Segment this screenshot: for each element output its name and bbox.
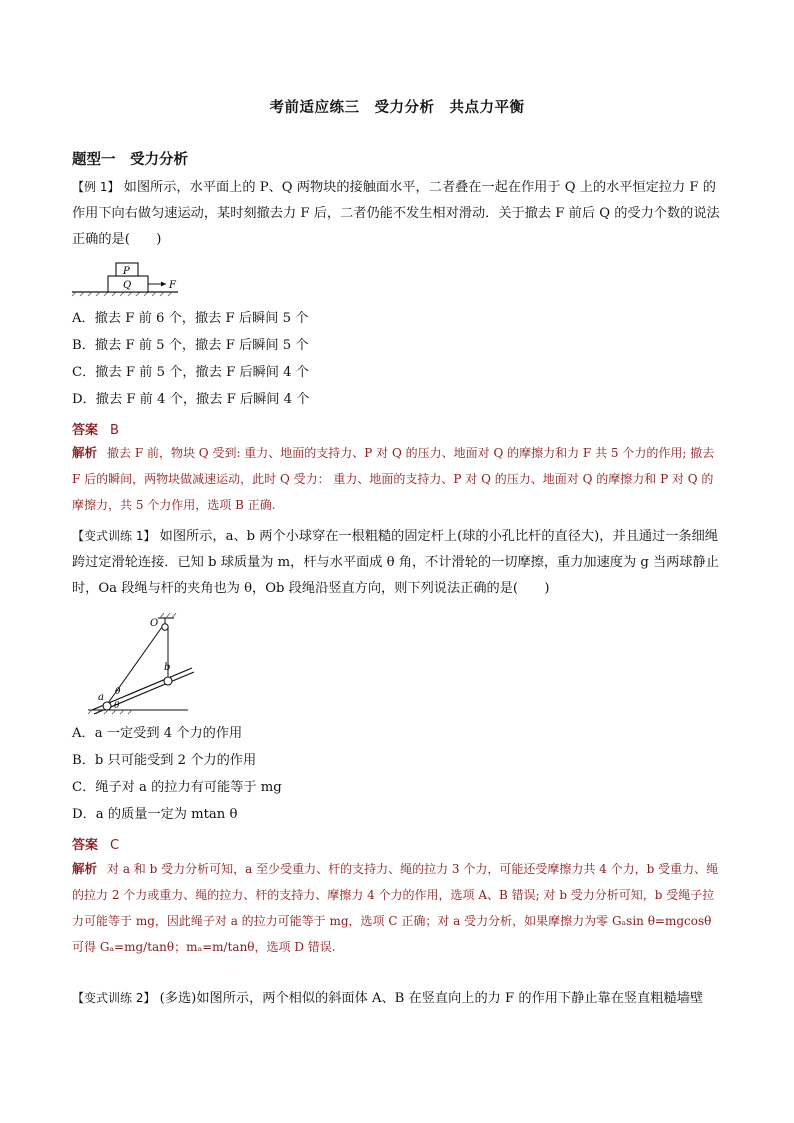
variant1-option-d: D．a 的质量一定为 mtan θ (72, 807, 238, 822)
explanation-label: 解析 (72, 861, 98, 876)
variant1-option-a: A．a 一定受到 4 个力的作用 (72, 726, 243, 741)
answer-value: C (110, 838, 120, 853)
variant1-question-text: 如图所示，a、b 两个小球穿在一根粗糙的固定杆上(球的小孔比杆的直径大)，并且通过一条细绳跨过定滑轮连接．已知 b 球质量为 m，杆与水平面成 θ 角，不计滑轮的一切摩擦，重力加速度为 g 当两球静止时，Oa 段绳与杆的夹角也为 θ，Ob 段绳沿竖直方向，则下列说法正确的是( ) (72, 529, 719, 596)
example1-option-b: B．撤去 F 前 5 个，撤去 F 后瞬间 5 个 (72, 338, 309, 353)
example1-question (72, 174, 724, 253)
example1-question-text: 如图所示，水平面上的 P、Q 两物块的接触面水平，二者叠在一起在作用于 Q 上的水平恒定拉力 F 的作用下向右做匀速运动，某时刻撤去力 F 后，二者仍能不发生相对滑动．关于撤去 F 前后 Q 的受力个数的说法正确的是( ) (72, 180, 720, 247)
label-theta-1: θ (115, 687, 121, 697)
ball-b (164, 677, 172, 685)
blocks-figure (70, 258, 190, 298)
answer-label: 答案 (72, 838, 99, 853)
explanation-text: 撤去 F 前，物块 Q 受到: 重力、地面的支持力、P 对 Q 的压力、地面对 Q 的摩擦力和力 F 共 5 个力的作用; 撤去 F 后的瞬间，两物块做减速运动，此时 Q 受力： 重力、地面的支持力、P 对 Q 的压力、地面对 Q 的摩擦力和 P 对 Q 的摩擦力，共 5 个力作用，选项 B 正确. (72, 446, 715, 512)
label-b: b (164, 662, 171, 673)
example1-option-a: A．撤去 F 前 6 个，撤去 F 后瞬间 5 个 (72, 311, 309, 326)
variant2-tag: 【变式训练 2】 (72, 991, 156, 1005)
answer-label: 答案 (72, 423, 99, 438)
variant2-question (72, 985, 724, 1012)
explanation-label: 解析 (72, 445, 98, 460)
pulley (162, 624, 168, 630)
ball-a (103, 702, 111, 710)
variant1-explanation (72, 856, 724, 960)
variant2-question-text: (多选)如图所示，两个相似的斜面体 A、B 在竖直向上的力 F 的作用下静止靠在竖直粗糙墙壁 (159, 991, 704, 1006)
example1-option-d: D．撤去 F 前 4 个，撤去 F 后瞬间 4 个 (72, 392, 310, 407)
variant1-answer (72, 834, 119, 853)
variant1-option-b: B．b 只可能受到 2 个力的作用 (72, 753, 257, 768)
variant1-question (72, 523, 724, 602)
answer-value: B (110, 423, 119, 438)
page-title: 考前适应练三 受力分析 共点力平衡 (269, 100, 525, 116)
label-o: O (150, 618, 159, 629)
label-f: F (169, 280, 176, 291)
section-heading: 题型一 受力分析 (72, 152, 188, 168)
variant1-option-c: C．绳子对 a 的拉力有可能等于 mg (72, 780, 282, 795)
label-p: P (123, 266, 130, 277)
label-a: a (98, 692, 104, 703)
pulley-rod-figure (70, 610, 210, 715)
label-theta-2: θ (114, 701, 120, 711)
label-q: Q (123, 280, 132, 291)
explanation-text: 对 a 和 b 受力分析可知，a 至少受重力、杆的支持力、绳的拉力 3 个力，可能还受摩擦力共 4 个力，b 受重力、绳的拉力 2 个力或重力、绳的拉力、杆的支持力、摩擦力 4 个力的作用，选项 A、B 错误; 对 b 受力分析可知，b 受绳子拉力可能等于 mg，因此绳子对 a 的拉力可能等于 mg，选项 C 正确；对 a 受力分析，如果摩擦力为零 Gₐsin θ=mgcosθ 可得 Gₐ=mg/tanθ；mₐ=m/tanθ，选项 D 错误. (72, 862, 719, 954)
example1-explanation (72, 440, 724, 518)
example1-tag: 【例 1】 (72, 180, 120, 194)
example1-option-c: C．撤去 F 前 5 个，撤去 F 后瞬间 4 个 (72, 365, 309, 380)
variant1-tag: 【变式训练 1】 (72, 529, 156, 543)
example1-answer (72, 419, 119, 438)
